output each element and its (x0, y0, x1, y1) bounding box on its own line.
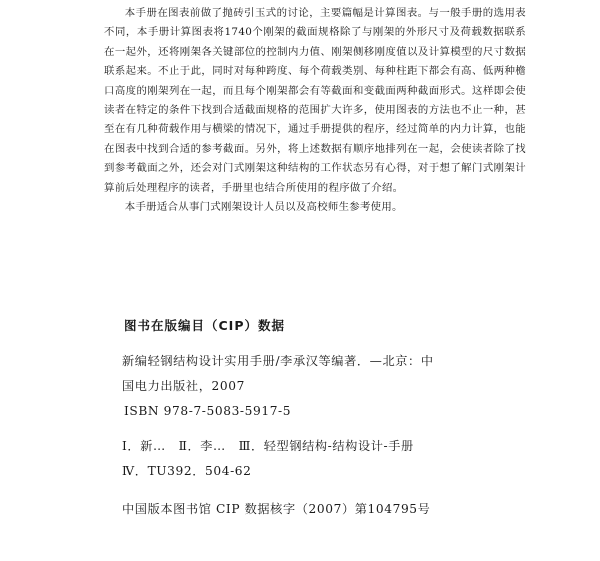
intro-text (104, 4, 526, 217)
cip-title-line-1: 新编轻钢结构设计实用手册/李承汉等编著．—北京：中 (122, 354, 434, 368)
cip-isbn: ISBN 978-7-5083-5917-5 (124, 404, 292, 418)
cip-title-line-2: 国电力出版社，2007 (122, 379, 245, 393)
cip-spacer (122, 484, 562, 497)
cip-record-number: 中国版本图书馆 CIP 数据核字（2007）第104795号 (122, 502, 431, 516)
intro-paragraph-2: 本手册适合从事门式刚架设计人员以及高校师生参考使用。 (124, 201, 403, 214)
intro-paragraph-1: 本手册在图表前做了抛砖引玉式的讨论，主要篇幅是计算图表。与一般手册的选用表不同，本手册计算图表将1740个刚架的截面规格除了与刚架的外形尺寸及荷载数据联系在一起外，还将刚架各关键部位的控制内力值、刚架侧移刚度值以及计算模型的尺寸数据联系起来。不止于此，同时对每种跨度、每个荷载类别、每种柱距下都会有高、低两种檐口高度的刚架列在一起，而且每个刚架都会有等截面和变截面两种截面形式。这样即会使读者在特定的条件下找到合适截面规格的范围扩大许多，使用图表的方法也不止一种，甚至在有几种荷载作用与横梁的情况下，通过手册提供的程序，经过简单的内力计算，也能在图表中找到合适的参考截面。另外，将上述数据有顺序地排列在一起，会使读者除了找到参考截面之外，还会对门式刚架这种结构的工作状态另有心得，对于想了解门式刚架计算前后处理程序的读者，手册里也结合所使用的程序做了介绍。 (104, 7, 526, 194)
cip-subjects-line-1: Ⅰ．新… Ⅱ．李… Ⅲ．轻型钢结构-结构设计-手册 (122, 439, 414, 453)
cip-record (122, 349, 562, 522)
cip-spacer (122, 424, 562, 434)
cip-subjects-line-2: Ⅳ．TU392．504-62 (122, 464, 252, 478)
cip-heading: 图书在版编目（CIP）数据 (124, 318, 285, 333)
